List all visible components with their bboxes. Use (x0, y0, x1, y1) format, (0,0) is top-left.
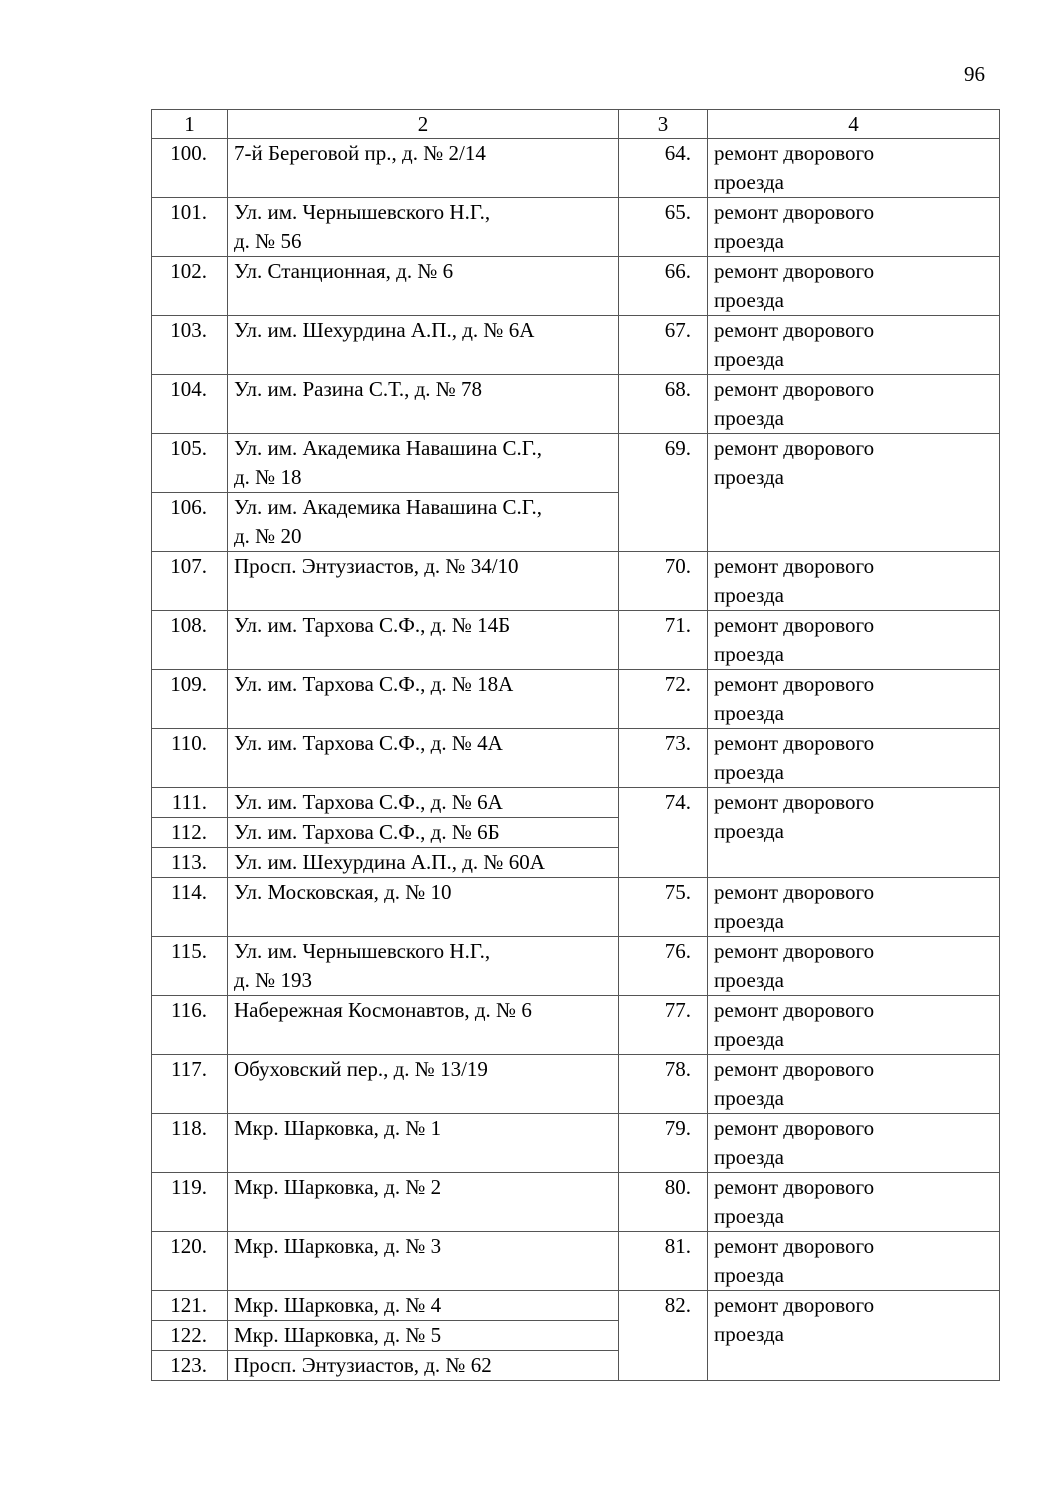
work-type-line: ремонт дворового (714, 436, 875, 460)
table-row (152, 670, 1000, 729)
work-type-line: проезда (714, 1145, 784, 1169)
address-line: Ул. им. Тархова С.Ф., д. № 6А (234, 790, 503, 814)
work-type-cell (708, 434, 1000, 552)
address-line: Ул. им. Чернышевского Н.Г., (234, 200, 491, 224)
table-row (152, 198, 1000, 257)
address-cell (228, 1351, 619, 1381)
work-type-line: проезда (714, 760, 784, 784)
work-type-line: ремонт дворового (714, 939, 875, 963)
address-table (151, 109, 1000, 1381)
address-line: Просп. Энтузиастов, д. № 62 (234, 1353, 492, 1377)
work-type-cell (708, 937, 1000, 996)
address-cell (228, 139, 619, 198)
row-number: 117. (152, 1055, 228, 1114)
object-number: 72. (619, 670, 708, 729)
work-type-line: ремонт дворового (714, 1057, 875, 1081)
work-type-cell (708, 878, 1000, 937)
table-header-row (152, 110, 1000, 139)
address-line: Просп. Энтузиастов, д. № 34/10 (234, 554, 519, 578)
address-cell (228, 316, 619, 375)
address-line: Ул. им. Разина С.Т., д. № 78 (234, 377, 483, 401)
object-number: 79. (619, 1114, 708, 1173)
address-cell (228, 1114, 619, 1173)
work-type-cell (708, 1291, 1000, 1381)
row-number: 102. (152, 257, 228, 316)
row-number: 112. (152, 818, 228, 848)
table-row (152, 1291, 1000, 1321)
address-cell (228, 1291, 619, 1321)
address-cell (228, 1173, 619, 1232)
work-type-cell (708, 375, 1000, 434)
address-line: Ул. им. Академика Навашина С.Г., (234, 436, 543, 460)
work-type-cell (708, 198, 1000, 257)
address-line: Мкр. Шарковка, д. № 1 (234, 1116, 442, 1140)
work-type-line: ремонт дворового (714, 1116, 875, 1140)
work-type-line: проезда (714, 1027, 784, 1051)
row-number: 108. (152, 611, 228, 670)
work-type-line: проезда (714, 465, 784, 489)
work-type-line: проезда (714, 968, 784, 992)
work-type-cell (708, 996, 1000, 1055)
work-type-line: проезда (714, 347, 784, 371)
address-cell (228, 257, 619, 316)
work-type-cell (708, 1232, 1000, 1291)
table-row (152, 937, 1000, 996)
object-number: 80. (619, 1173, 708, 1232)
table-row (152, 552, 1000, 611)
header-col-2: 2 (228, 110, 619, 139)
work-type-line: проезда (714, 1086, 784, 1110)
work-type-line: проезда (714, 288, 784, 312)
work-type-line: проезда (714, 909, 784, 933)
row-number: 121. (152, 1291, 228, 1321)
object-number: 64. (619, 139, 708, 198)
work-type-line: ремонт дворового (714, 1175, 875, 1199)
table-row (152, 729, 1000, 788)
table-row (152, 611, 1000, 670)
address-line: Обуховский пер., д. № 13/19 (234, 1057, 488, 1081)
work-type-cell (708, 552, 1000, 611)
work-type-cell (708, 729, 1000, 788)
address-line: д. № 20 (234, 524, 302, 548)
row-number: 118. (152, 1114, 228, 1173)
address-cell (228, 1232, 619, 1291)
row-number: 122. (152, 1321, 228, 1351)
object-number: 68. (619, 375, 708, 434)
header-col-1: 1 (152, 110, 228, 139)
work-type-cell (708, 1173, 1000, 1232)
work-type-line: проезда (714, 1322, 784, 1346)
work-type-line: ремонт дворового (714, 880, 875, 904)
address-cell (228, 670, 619, 729)
work-type-cell (708, 1114, 1000, 1173)
work-type-line: ремонт дворового (714, 790, 875, 814)
address-line: Мкр. Шарковка, д. № 4 (234, 1293, 442, 1317)
address-cell (228, 611, 619, 670)
address-line: Мкр. Шарковка, д. № 2 (234, 1175, 442, 1199)
row-number: 123. (152, 1351, 228, 1381)
work-type-line: ремонт дворового (714, 1293, 875, 1317)
work-type-line: проезда (714, 406, 784, 430)
work-type-line: ремонт дворового (714, 731, 875, 755)
row-number: 107. (152, 552, 228, 611)
work-type-line: проезда (714, 642, 784, 666)
address-cell (228, 375, 619, 434)
address-line: Мкр. Шарковка, д. № 5 (234, 1323, 442, 1347)
table-row (152, 257, 1000, 316)
work-type-line: проезда (714, 1263, 784, 1287)
work-type-line: ремонт дворового (714, 554, 875, 578)
address-cell (228, 493, 619, 552)
table-row (152, 1173, 1000, 1232)
work-type-line: проезда (714, 701, 784, 725)
address-line: Ул. им. Шехурдина А.П., д. № 6А (234, 318, 535, 342)
address-cell (228, 788, 619, 818)
row-number: 119. (152, 1173, 228, 1232)
address-line: Ул. Станционная, д. № 6 (234, 259, 454, 283)
header-col-3: 3 (619, 110, 708, 139)
header-col-4: 4 (708, 110, 1000, 139)
object-number: 82. (619, 1291, 708, 1381)
object-number: 70. (619, 552, 708, 611)
address-line: д. № 18 (234, 465, 302, 489)
work-type-cell (708, 611, 1000, 670)
row-number: 116. (152, 996, 228, 1055)
address-line: Ул. им. Тархова С.Ф., д. № 18А (234, 672, 514, 696)
table-row (152, 1232, 1000, 1291)
address-line: д. № 193 (234, 968, 312, 992)
work-type-line: ремонт дворового (714, 377, 875, 401)
row-number: 103. (152, 316, 228, 375)
object-number: 66. (619, 257, 708, 316)
object-number: 73. (619, 729, 708, 788)
work-type-line: ремонт дворового (714, 318, 875, 342)
address-line: Мкр. Шарковка, д. № 3 (234, 1234, 442, 1258)
row-number: 111. (152, 788, 228, 818)
address-line: Ул. им. Тархова С.Ф., д. № 6Б (234, 820, 500, 844)
object-number: 75. (619, 878, 708, 937)
work-type-cell (708, 788, 1000, 878)
address-cell (228, 1321, 619, 1351)
address-cell (228, 818, 619, 848)
row-number: 120. (152, 1232, 228, 1291)
object-number: 71. (619, 611, 708, 670)
address-line: Ул. им. Чернышевского Н.Г., (234, 939, 491, 963)
work-type-line: ремонт дворового (714, 672, 875, 696)
address-cell (228, 1055, 619, 1114)
row-number: 110. (152, 729, 228, 788)
address-line: д. № 56 (234, 229, 302, 253)
row-number: 113. (152, 848, 228, 878)
row-number: 104. (152, 375, 228, 434)
object-number: 74. (619, 788, 708, 878)
work-type-line: ремонт дворового (714, 998, 875, 1022)
address-cell (228, 878, 619, 937)
address-cell (228, 937, 619, 996)
object-number: 78. (619, 1055, 708, 1114)
work-type-line: ремонт дворового (714, 259, 875, 283)
object-number: 76. (619, 937, 708, 996)
object-number: 67. (619, 316, 708, 375)
work-type-line: проезда (714, 229, 784, 253)
work-type-line: проезда (714, 583, 784, 607)
row-number: 109. (152, 670, 228, 729)
address-cell (228, 198, 619, 257)
work-type-line: проезда (714, 170, 784, 194)
address-cell (228, 552, 619, 611)
address-line: Набережная Космонавтов, д. № 6 (234, 998, 532, 1022)
page-number: 96 (964, 62, 985, 86)
work-type-cell (708, 139, 1000, 198)
address-line: Ул. им. Тархова С.Ф., д. № 14Б (234, 613, 511, 637)
table-row (152, 139, 1000, 198)
address-cell (228, 848, 619, 878)
table-body (152, 110, 1000, 1381)
table-row (152, 788, 1000, 818)
address-cell (228, 729, 619, 788)
work-type-cell (708, 257, 1000, 316)
address-line: Ул. им. Академика Навашина С.Г., (234, 495, 543, 519)
work-type-line: ремонт дворового (714, 200, 875, 224)
object-number: 69. (619, 434, 708, 552)
work-type-line: ремонт дворового (714, 141, 875, 165)
work-type-line: ремонт дворового (714, 613, 875, 637)
object-number: 81. (619, 1232, 708, 1291)
table-row (152, 878, 1000, 937)
row-number: 105. (152, 434, 228, 493)
address-line: Ул. им. Шехурдина А.П., д. № 60А (234, 850, 545, 874)
work-type-line: проезда (714, 819, 784, 843)
table-row (152, 434, 1000, 493)
address-line: 7-й Береговой пр., д. № 2/14 (234, 141, 486, 165)
table-row (152, 375, 1000, 434)
address-cell (228, 996, 619, 1055)
address-cell (228, 434, 619, 493)
object-number: 65. (619, 198, 708, 257)
work-type-line: проезда (714, 1204, 784, 1228)
work-type-cell (708, 670, 1000, 729)
table-row (152, 996, 1000, 1055)
work-type-cell (708, 316, 1000, 375)
row-number: 101. (152, 198, 228, 257)
row-number: 106. (152, 493, 228, 552)
row-number: 100. (152, 139, 228, 198)
address-line: Ул. им. Тархова С.Ф., д. № 4А (234, 731, 503, 755)
row-number: 115. (152, 937, 228, 996)
row-number: 114. (152, 878, 228, 937)
table-row (152, 316, 1000, 375)
address-line: Ул. Московская, д. № 10 (234, 880, 452, 904)
work-type-line: ремонт дворового (714, 1234, 875, 1258)
work-type-cell (708, 1055, 1000, 1114)
object-number: 77. (619, 996, 708, 1055)
table-row (152, 1055, 1000, 1114)
table-row (152, 1114, 1000, 1173)
